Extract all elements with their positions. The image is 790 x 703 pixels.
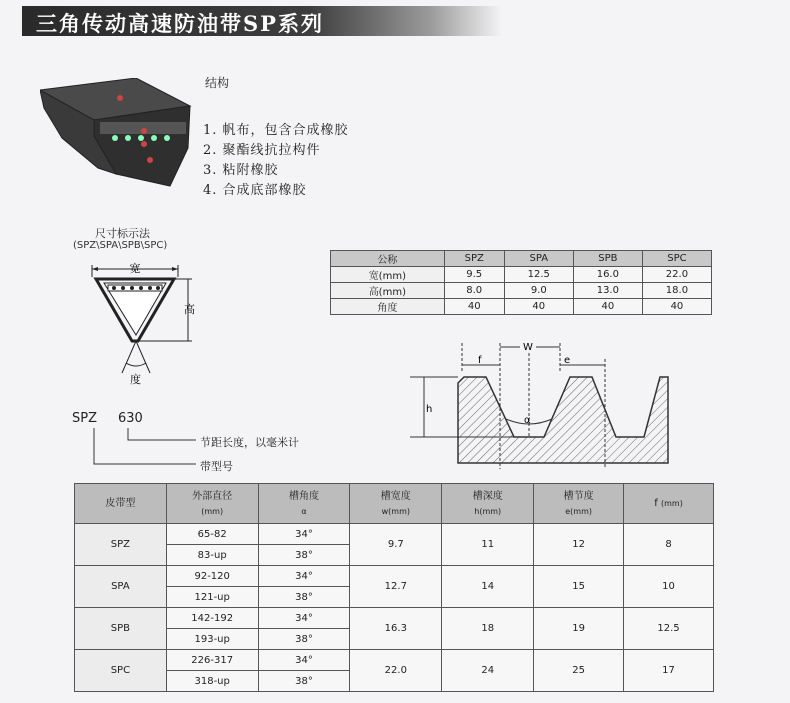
table-header: SPZ (444, 251, 504, 267)
table-row (75, 566, 714, 587)
table-cell: 8.0 (444, 283, 504, 299)
groove-h-label: h (426, 404, 433, 415)
table-cell: 25 (534, 650, 624, 692)
spec-table (330, 250, 712, 315)
note-length: 节距长度，以毫米计 (200, 436, 299, 449)
table-row (75, 650, 714, 671)
width-label: 宽 (129, 262, 141, 275)
groove-e-label: e (564, 355, 571, 366)
table-cell: 40 (642, 299, 711, 315)
belt-type-cell: SPA (75, 566, 167, 608)
dimension-title: 尺寸标示法 (95, 227, 150, 240)
table-cell: 11 (442, 524, 534, 566)
table-cell: 19 (534, 608, 624, 650)
table-header: 皮带型 (75, 484, 167, 524)
table-row (331, 299, 712, 315)
belt-code-type: SPZ (72, 411, 97, 426)
list-item: 4. 合成底部橡胶 (203, 183, 307, 198)
table-cell: 8 (624, 524, 714, 566)
table-cell: 16.0 (573, 267, 642, 283)
note-type: 带型号 (200, 460, 233, 473)
table-cell: 34° (258, 650, 350, 671)
belt-illustration (40, 78, 200, 190)
dimension-diagram (60, 255, 210, 395)
table-cell: 15 (534, 566, 624, 608)
table-cell: 65-82 (166, 524, 258, 545)
table-row (331, 283, 712, 299)
table-header: SPB (573, 251, 642, 267)
table-cell: 40 (504, 299, 573, 315)
table-cell: 40 (573, 299, 642, 315)
page-title: 三角传动高速防油带SP系列 (36, 11, 324, 36)
title-bar (22, 6, 502, 36)
groove-diagram (402, 333, 674, 469)
table-cell: 10 (624, 566, 714, 608)
table-cell: 宽(mm) (331, 267, 445, 283)
table-cell: 17 (624, 650, 714, 692)
table-cell: 38° (258, 671, 350, 692)
belt-code-length: 630 (118, 411, 143, 426)
table-cell: 40 (444, 299, 504, 315)
table-cell: 318-up (166, 671, 258, 692)
list-item: 2. 聚酯线抗拉构件 (203, 143, 321, 158)
table-header: 外部直径 (mm) (166, 484, 258, 524)
table-cell: 38° (258, 629, 350, 650)
table-row (331, 267, 712, 283)
belt-type-cell: SPB (75, 608, 167, 650)
table-cell: 12.7 (350, 566, 442, 608)
table-cell: 14 (442, 566, 534, 608)
table-cell: 13.0 (573, 283, 642, 299)
table-header: 槽角度 α (258, 484, 350, 524)
groove-alpha-label: α (524, 415, 531, 426)
table-cell: 34° (258, 524, 350, 545)
table-header: SPC (642, 251, 711, 267)
groove-w-label: W (523, 342, 533, 353)
table-cell: 12 (534, 524, 624, 566)
table-cell: 92-120 (166, 566, 258, 587)
dimension-subtitle: (SPZ\SPA\SPB\SPC) (73, 240, 168, 251)
belt-type-cell: SPZ (75, 524, 167, 566)
table-cell: 34° (258, 608, 350, 629)
table-cell: 38° (258, 545, 350, 566)
table-cell: 16.3 (350, 608, 442, 650)
table-cell: 9.5 (444, 267, 504, 283)
table-header: 槽节度 e(mm) (534, 484, 624, 524)
table-cell: 34° (258, 566, 350, 587)
table-cell: 12.5 (504, 267, 573, 283)
list-item: 1. 帆布，包含合成橡胶 (203, 123, 349, 138)
table-cell: 角度 (331, 299, 445, 315)
table-cell: 38° (258, 587, 350, 608)
table-cell: 142-192 (166, 608, 258, 629)
belt-type-cell: SPC (75, 650, 167, 692)
structure-list (203, 121, 349, 201)
table-header: SPA (504, 251, 573, 267)
table-cell: 18 (442, 608, 534, 650)
table-cell: 9.7 (350, 524, 442, 566)
table-header: 槽宽度 w(mm) (350, 484, 442, 524)
table-cell: 226-317 (166, 650, 258, 671)
groove-f-label: f (478, 355, 482, 366)
table-cell: 18.0 (642, 283, 711, 299)
table-cell: 9.0 (504, 283, 573, 299)
table-cell: 121-up (166, 587, 258, 608)
table-header: 槽深度 h(mm) (442, 484, 534, 524)
height-label: 高 (184, 303, 195, 316)
table-header: f (mm) (624, 484, 714, 524)
table-row (75, 524, 714, 545)
table-cell: 22.0 (350, 650, 442, 692)
structure-heading: 结构 (205, 76, 230, 90)
table-cell: 83-up (166, 545, 258, 566)
groove-table (74, 483, 714, 692)
table-cell: 高(mm) (331, 283, 445, 299)
table-cell: 193-up (166, 629, 258, 650)
table-header: 公称 (331, 251, 445, 267)
table-row (75, 608, 714, 629)
list-item: 3. 粘附橡胶 (203, 163, 279, 178)
table-cell: 22.0 (642, 267, 711, 283)
table-cell: 12.5 (624, 608, 714, 650)
table-cell: 24 (442, 650, 534, 692)
code-leader-lines (88, 426, 198, 470)
angle-label: 度 (130, 373, 141, 386)
